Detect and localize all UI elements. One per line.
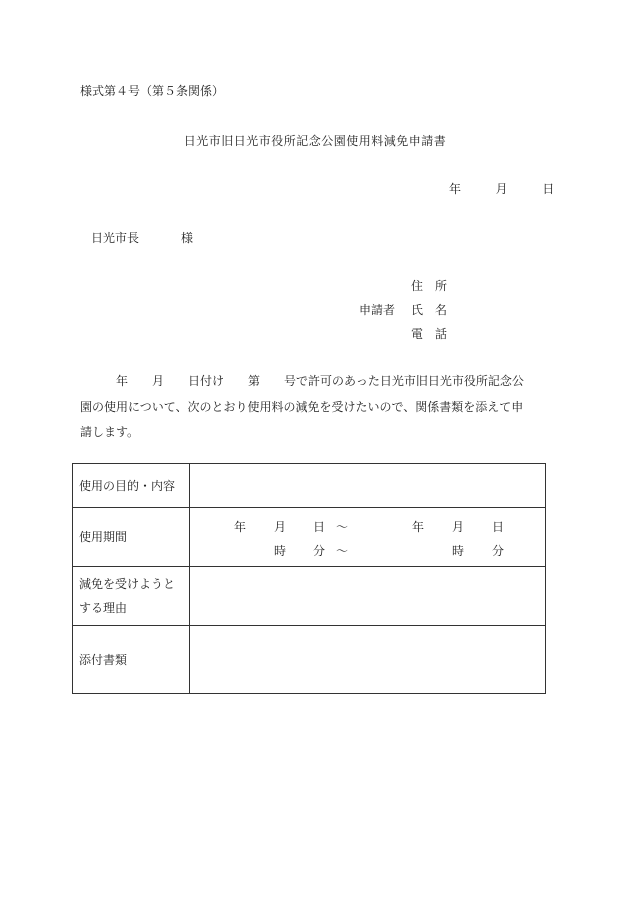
statement-line-2: 園の使用について、次のとおり使用料の減免を受けたいので、関係書類を添えて申 bbox=[80, 399, 524, 414]
date-year: 年 bbox=[449, 182, 462, 196]
request-statement bbox=[80, 369, 550, 446]
period-end-day: 日 bbox=[492, 520, 505, 534]
period-end-month: 月 bbox=[452, 520, 465, 534]
applicant-name-label: 氏 名 bbox=[411, 303, 448, 317]
applicant-address-label: 住 所 bbox=[411, 279, 448, 293]
period-start-day: 日 bbox=[313, 520, 326, 534]
table-row-period bbox=[73, 508, 546, 567]
addressee-name: 日光市長 bbox=[91, 231, 140, 245]
period-end-year: 年 bbox=[412, 520, 425, 534]
purpose-label: 使用の目的・内容 bbox=[73, 464, 190, 508]
reason-label-line-1: 減免を受けようと bbox=[79, 577, 176, 591]
table-row-purpose bbox=[73, 464, 546, 508]
period-start-month: 月 bbox=[274, 520, 287, 534]
date-day: 日 bbox=[542, 182, 555, 196]
reason-label-line-2: する理由 bbox=[79, 601, 128, 615]
reason-field[interactable] bbox=[190, 567, 546, 626]
form-number: 様式第４号（第５条関係） bbox=[80, 84, 225, 98]
period-field[interactable] bbox=[190, 508, 546, 567]
period-start-hour: 時 bbox=[274, 544, 287, 558]
statement-line-3: 請します。 bbox=[80, 425, 140, 439]
period-tilde-1: ～ bbox=[336, 520, 349, 534]
applicant-phone-label: 電 話 bbox=[411, 327, 448, 341]
table-row-attachments bbox=[73, 626, 546, 694]
date-month: 月 bbox=[495, 182, 508, 196]
period-label: 使用期間 bbox=[73, 508, 190, 567]
applicant-label: 申請者 bbox=[359, 303, 396, 317]
period-end-minute: 分 bbox=[492, 544, 505, 558]
addressee bbox=[91, 229, 193, 246]
application-table bbox=[72, 463, 546, 694]
attachments-label: 添付書類 bbox=[73, 626, 190, 694]
document-title: 日光市旧日光市役所記念公園使用料減免申請書 bbox=[183, 134, 447, 148]
period-start-minute: 分 bbox=[313, 544, 326, 558]
statement-line-1: 年 月 日付け 第 号で許可のあった日光市旧日光市役所記念公 bbox=[80, 374, 524, 388]
period-end-hour: 時 bbox=[452, 544, 465, 558]
reason-label bbox=[73, 567, 190, 626]
period-tilde-2: ～ bbox=[336, 544, 349, 558]
application-date bbox=[449, 180, 554, 197]
addressee-honorific: 様 bbox=[181, 231, 194, 245]
period-start-year: 年 bbox=[234, 520, 247, 534]
attachments-field[interactable] bbox=[190, 626, 546, 694]
purpose-field[interactable] bbox=[190, 464, 546, 508]
table-row-reason bbox=[73, 567, 546, 626]
